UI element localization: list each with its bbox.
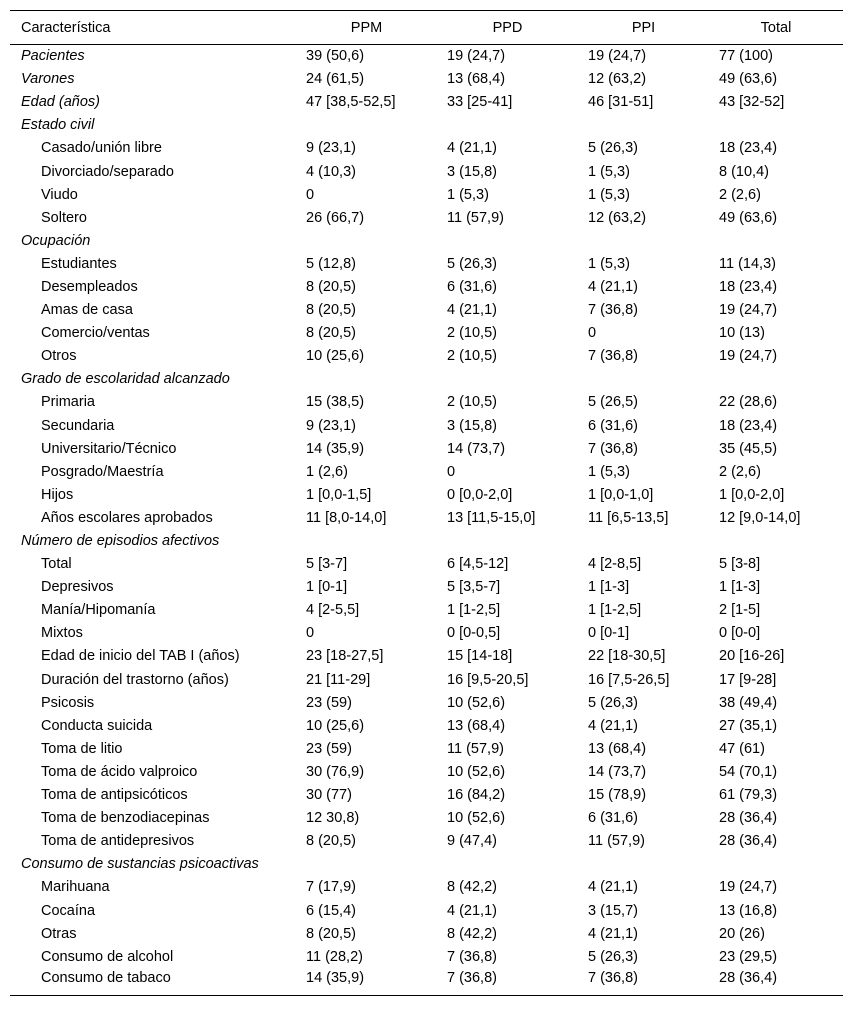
- cell-ppd: 9 (47,4): [447, 833, 497, 850]
- cell-ppi: 16 [7,5-26,5]: [588, 671, 670, 688]
- table-row: [10, 299, 843, 322]
- cell-ppi: 1 [0,0-1,0]: [588, 486, 654, 503]
- row-label: Pacientes: [21, 48, 85, 65]
- table-row: [10, 437, 843, 460]
- cell-ppi: 6 (31,6): [588, 417, 638, 434]
- cell-ppd: 2 (10,5): [447, 394, 497, 411]
- cell-total: 20 (26): [719, 925, 765, 942]
- row-label: Consumo de tabaco: [10, 968, 296, 995]
- header-caracteristica: Característica: [10, 11, 296, 45]
- cell-total: 8 (10,4): [719, 163, 769, 180]
- cell-total: 18 (23,4): [719, 278, 778, 295]
- cell-ppi: 12 (63,2): [588, 209, 647, 226]
- cell-ppd: 16 [9,5-20,5]: [447, 671, 529, 688]
- cell-ppm: 5 (12,8): [306, 255, 356, 272]
- row-label: Hijos: [41, 486, 74, 503]
- row-label: Edad de inicio del TAB I (años): [41, 648, 240, 665]
- cell-ppm: 8 (20,5): [306, 925, 356, 942]
- cell-ppd: 2 (10,5): [447, 325, 497, 342]
- table-row: [10, 252, 843, 275]
- cell-ppd: [437, 368, 578, 391]
- cell-ppi: 7 (36,8): [588, 348, 638, 365]
- cell-ppd: 13 (68,4): [447, 717, 506, 734]
- cell-ppi: 12 (63,2): [588, 71, 647, 88]
- cell-total: 22 (28,6): [719, 394, 778, 411]
- row-label: Desempleados: [41, 278, 138, 295]
- cell-total: 2 (2,6): [719, 463, 761, 480]
- row-label: Marihuana: [41, 879, 110, 896]
- table-row: [10, 483, 843, 506]
- row-label: Posgrado/Maestría: [41, 463, 164, 480]
- section-row: [10, 114, 843, 137]
- cell-ppi: 5 (26,3): [588, 694, 638, 711]
- cell-total: 2 (2,6): [719, 186, 761, 203]
- table-row: [10, 737, 843, 760]
- header-ppi: PPI: [578, 11, 709, 45]
- cell-ppm: 8 (20,5): [306, 278, 356, 295]
- section-row: [10, 229, 843, 252]
- cell-ppd: 19 (24,7): [447, 48, 506, 65]
- table-row: [10, 807, 843, 830]
- cell-ppm: 7 (17,9): [306, 879, 356, 896]
- row-label: Edad (años): [21, 94, 100, 111]
- cell-ppi: 4 (21,1): [588, 879, 638, 896]
- cell-ppm: 23 [18-27,5]: [306, 648, 384, 665]
- cell-total: 12 [9,0-14,0]: [719, 509, 801, 526]
- cell-ppd: [437, 114, 578, 137]
- cell-ppi: [578, 529, 709, 552]
- cell-ppd: 4 (21,1): [447, 902, 497, 919]
- cell-ppm: 10 (25,6): [306, 717, 365, 734]
- cell-ppm: 47 [38,5-52,5]: [306, 94, 396, 111]
- cell-ppi: 1 (5,3): [588, 163, 630, 180]
- table-row: [10, 91, 843, 114]
- cell-ppm: 30 (77): [306, 787, 352, 804]
- cell-total: 19 (24,7): [719, 879, 778, 896]
- cell-ppi: 14 (73,7): [588, 763, 647, 780]
- row-label: Otras: [41, 925, 77, 942]
- row-label: Soltero: [41, 209, 87, 226]
- cell-ppd: [437, 229, 578, 252]
- table-row: [10, 899, 843, 922]
- cell-ppd: 4 (21,1): [447, 302, 497, 319]
- cell-total: 13 (16,8): [719, 902, 778, 919]
- cell-total: 17 [9-28]: [719, 671, 777, 688]
- row-label: Toma de benzodiacepinas: [41, 810, 210, 827]
- cell-total: 38 (49,4): [719, 694, 778, 711]
- cell-ppi: 7 (36,8): [588, 302, 638, 319]
- header-total: Total: [709, 11, 843, 45]
- cell-ppm: 5 [3-7]: [306, 556, 348, 573]
- table-row: [10, 714, 843, 737]
- table-row: [10, 137, 843, 160]
- table-row: [10, 460, 843, 483]
- table-row: [10, 760, 843, 783]
- table-row: [10, 345, 843, 368]
- cell-total: 28 (36,4): [719, 833, 778, 850]
- cell-ppm: 14 (35,9): [306, 440, 365, 457]
- row-label: Duración del trastorno (años): [41, 671, 229, 688]
- table-body: [10, 45, 843, 996]
- cell-total: [709, 114, 843, 137]
- cell-ppm: 21 [11-29]: [306, 671, 371, 688]
- cell-ppd: 0 [0-0,5]: [447, 625, 501, 642]
- table-row: [10, 275, 843, 298]
- table-row: [10, 645, 843, 668]
- cell-ppi: 7 (36,8): [588, 440, 638, 457]
- cell-ppm: 10 (25,6): [306, 348, 365, 365]
- row-label: Amas de casa: [41, 302, 133, 319]
- cell-ppm: 9 (23,1): [306, 417, 356, 434]
- cell-total: 23 (29,5): [719, 948, 778, 965]
- cell-ppm: 8 (20,5): [306, 302, 356, 319]
- table-row: [10, 968, 843, 995]
- cell-ppd: 15 [14-18]: [447, 648, 513, 665]
- cell-ppm: [296, 368, 437, 391]
- cell-total: 35 (45,5): [719, 440, 778, 457]
- cell-total: [709, 529, 843, 552]
- cell-total: 19 (24,7): [719, 302, 778, 319]
- table-row: [10, 553, 843, 576]
- cell-ppm: 11 [8,0-14,0]: [306, 509, 387, 526]
- table-row: [10, 622, 843, 645]
- cell-ppd: 7 (36,8): [447, 948, 497, 965]
- cell-ppd: 5 [3,5-7]: [447, 579, 501, 596]
- row-label: Varones: [21, 71, 75, 88]
- cell-ppm: 12 30,8): [306, 810, 360, 827]
- cell-ppm: 8 (20,5): [306, 833, 356, 850]
- cell-ppd: 6 (31,6): [447, 278, 497, 295]
- cell-ppd: 33 [25-41]: [447, 94, 513, 111]
- cell-total: 10 (13): [719, 325, 765, 342]
- cell-ppm: 39 (50,6): [306, 48, 365, 65]
- cell-ppd: 8 (42,2): [447, 925, 497, 942]
- cell-ppi: [578, 114, 709, 137]
- table-row: [10, 876, 843, 899]
- cell-ppd: 1 [1-2,5]: [447, 602, 501, 619]
- cell-ppm: 26 (66,7): [306, 209, 365, 226]
- cell-total: 43 [32-52]: [719, 94, 785, 111]
- row-label: Toma de ácido valproico: [41, 763, 198, 780]
- table-row: [10, 68, 843, 91]
- cell-ppm: [296, 853, 437, 876]
- cell-ppi: 4 (21,1): [588, 717, 638, 734]
- cell-ppi: 0 [0-1]: [588, 625, 630, 642]
- cell-ppd: 16 (84,2): [447, 787, 506, 804]
- row-label: Divorciado/separado: [41, 163, 174, 180]
- cell-ppi: 1 (5,3): [588, 463, 630, 480]
- cell-ppi: 11 [6,5-13,5]: [588, 509, 669, 526]
- table-row: [10, 784, 843, 807]
- cell-ppi: 4 (21,1): [588, 925, 638, 942]
- table-row: [10, 576, 843, 599]
- cell-ppd: 13 (68,4): [447, 71, 506, 88]
- cell-ppm: 0: [306, 186, 315, 203]
- cell-ppm: 1 (2,6): [306, 463, 348, 480]
- cell-total: 28 (36,4): [709, 968, 843, 995]
- table-row: [10, 506, 843, 529]
- cell-total: 18 (23,4): [719, 140, 778, 157]
- cell-ppd: [437, 529, 578, 552]
- header-ppm: PPM: [296, 11, 437, 45]
- row-label: Psicosis: [41, 694, 95, 711]
- cell-ppd: 2 (10,5): [447, 348, 497, 365]
- cell-ppm: 23 (59): [306, 694, 352, 711]
- table-row: [10, 183, 843, 206]
- cell-ppi: 3 (15,7): [588, 902, 638, 919]
- row-label: Mixtos: [41, 625, 83, 642]
- cell-ppm: 0: [306, 625, 315, 642]
- cell-ppi: 5 (26,3): [588, 948, 638, 965]
- cell-total: 47 (61): [719, 740, 765, 757]
- table-header: [10, 11, 843, 45]
- cell-total: 61 (79,3): [719, 787, 778, 804]
- cell-total: 49 (63,6): [719, 209, 778, 226]
- row-label: Consumo de sustancias psicoactivas: [21, 856, 259, 873]
- cell-ppd: 14 (73,7): [447, 440, 506, 457]
- cell-total: 54 (70,1): [719, 763, 778, 780]
- row-label: Consumo de alcohol: [41, 948, 174, 965]
- cell-total: 2 [1-5]: [719, 602, 761, 619]
- cell-ppm: 15 (38,5): [306, 394, 365, 411]
- cell-ppm: 11 (28,2): [306, 948, 363, 965]
- table-row: [10, 599, 843, 622]
- cell-ppi: 4 [2-8,5]: [588, 556, 642, 573]
- cell-total: 5 [3-8]: [719, 556, 761, 573]
- cell-ppd: 13 [11,5-15,0]: [447, 509, 536, 526]
- cell-ppm: 9 (23,1): [306, 140, 356, 157]
- cell-ppi: 19 (24,7): [588, 48, 647, 65]
- cell-ppd: 10 (52,6): [447, 763, 506, 780]
- cell-total: 19 (24,7): [719, 348, 778, 365]
- row-label: Viudo: [41, 186, 78, 203]
- row-label: Manía/Hipomanía: [41, 602, 156, 619]
- cell-ppd: 11 (57,9): [447, 740, 504, 757]
- table-row: [10, 206, 843, 229]
- cell-ppd: 0 [0,0-2,0]: [447, 486, 513, 503]
- table-row: [10, 391, 843, 414]
- cell-ppi: 1 (5,3): [588, 186, 630, 203]
- cell-total: [709, 229, 843, 252]
- cell-ppd: 3 (15,8): [447, 163, 497, 180]
- cell-total: 49 (63,6): [719, 71, 778, 88]
- cell-ppm: 23 (59): [306, 740, 352, 757]
- cell-ppd: 10 (52,6): [447, 810, 506, 827]
- table-row: [10, 691, 843, 714]
- cell-total: 27 (35,1): [719, 717, 778, 734]
- cell-ppi: [578, 853, 709, 876]
- cell-total: [709, 368, 843, 391]
- cell-total: 28 (36,4): [719, 810, 778, 827]
- cell-ppi: 5 (26,3): [588, 140, 638, 157]
- cell-ppi: 11 (57,9): [588, 833, 645, 850]
- row-label: Estudiantes: [41, 255, 117, 272]
- row-label: Comercio/ventas: [41, 325, 150, 342]
- table-row: [10, 414, 843, 437]
- row-label: Total: [41, 556, 72, 573]
- cell-total: 20 [16-26]: [719, 648, 785, 665]
- cell-ppd: 7 (36,8): [437, 968, 578, 995]
- table-row: [10, 322, 843, 345]
- row-label: Secundaria: [41, 417, 115, 434]
- cell-ppm: 6 (15,4): [306, 902, 356, 919]
- cell-ppi: 6 (31,6): [588, 810, 638, 827]
- row-label: Ocupación: [21, 232, 91, 249]
- cell-ppd: 8 (42,2): [447, 879, 497, 896]
- table-container: [10, 10, 843, 996]
- cell-ppm: 24 (61,5): [306, 71, 365, 88]
- header-row: [10, 11, 843, 45]
- cell-ppi: 13 (68,4): [588, 740, 647, 757]
- cell-total: 0 [0-0]: [719, 625, 761, 642]
- cell-total: 1 [0,0-2,0]: [719, 486, 785, 503]
- cell-ppd: 10 (52,6): [447, 694, 506, 711]
- cell-ppm: 1 [0-1]: [306, 579, 348, 596]
- cell-ppi: 0: [588, 325, 597, 342]
- cell-ppi: 22 [18-30,5]: [588, 648, 666, 665]
- cell-ppi: 1 (5,3): [588, 255, 630, 272]
- cell-ppm: [296, 114, 437, 137]
- cell-ppi: 7 (36,8): [578, 968, 709, 995]
- cell-total: 1 [1-3]: [719, 579, 761, 596]
- cell-ppd: 5 (26,3): [447, 255, 497, 272]
- row-label: Años escolares aprobados: [41, 509, 213, 526]
- row-label: Primaria: [41, 394, 95, 411]
- row-label: Toma de antidepresivos: [41, 833, 195, 850]
- row-label: Estado civil: [21, 117, 95, 134]
- cell-total: [709, 853, 843, 876]
- cell-ppi: [578, 229, 709, 252]
- row-label: Toma de antipsicóticos: [41, 787, 188, 804]
- header-ppd: PPD: [437, 11, 578, 45]
- cell-ppm: [296, 529, 437, 552]
- table-row: [10, 830, 843, 853]
- row-label: Depresivos: [41, 579, 114, 596]
- cell-ppd: 6 [4,5-12]: [447, 556, 509, 573]
- cell-ppi: 46 [31-51]: [588, 94, 654, 111]
- row-label: Universitario/Técnico: [41, 440, 177, 457]
- table-row: [10, 160, 843, 183]
- cell-ppi: 4 (21,1): [588, 278, 638, 295]
- cell-ppd: 1 (5,3): [447, 186, 489, 203]
- table-row: [10, 922, 843, 945]
- table-row: [10, 668, 843, 691]
- cell-total: 11 (14,3): [719, 255, 776, 272]
- table-row: [10, 45, 843, 68]
- row-label: Grado de escolaridad alcanzado: [21, 371, 230, 388]
- row-label: Número de episodios afectivos: [21, 533, 220, 550]
- cell-ppi: [578, 368, 709, 391]
- cell-ppi: 1 [1-3]: [588, 579, 630, 596]
- row-label: Casado/unión libre: [41, 140, 162, 157]
- cell-ppm: 4 (10,3): [306, 163, 356, 180]
- row-label: Toma de litio: [41, 740, 123, 757]
- characteristics-table: [10, 10, 843, 996]
- section-row: [10, 853, 843, 876]
- cell-ppd: 0: [447, 463, 456, 480]
- cell-ppm: 1 [0,0-1,5]: [306, 486, 372, 503]
- cell-ppd: [437, 853, 578, 876]
- row-label: Cocaína: [41, 902, 96, 919]
- table-row: [10, 945, 843, 968]
- cell-ppi: 5 (26,5): [588, 394, 638, 411]
- cell-total: 77 (100): [719, 48, 774, 65]
- row-label: Conducta suicida: [41, 717, 153, 734]
- cell-ppm: [296, 229, 437, 252]
- cell-ppm: 14 (35,9): [296, 968, 437, 995]
- row-label: Otros: [41, 348, 77, 365]
- cell-ppm: 8 (20,5): [306, 325, 356, 342]
- section-row: [10, 368, 843, 391]
- cell-ppd: 4 (21,1): [447, 140, 497, 157]
- cell-ppm: 4 [2-5,5]: [306, 602, 360, 619]
- cell-total: 18 (23,4): [719, 417, 778, 434]
- section-row: [10, 529, 843, 552]
- cell-ppm: 30 (76,9): [306, 763, 365, 780]
- cell-ppd: 3 (15,8): [447, 417, 497, 434]
- cell-ppd: 11 (57,9): [447, 209, 504, 226]
- cell-ppi: 15 (78,9): [588, 787, 647, 804]
- cell-ppi: 1 [1-2,5]: [588, 602, 642, 619]
